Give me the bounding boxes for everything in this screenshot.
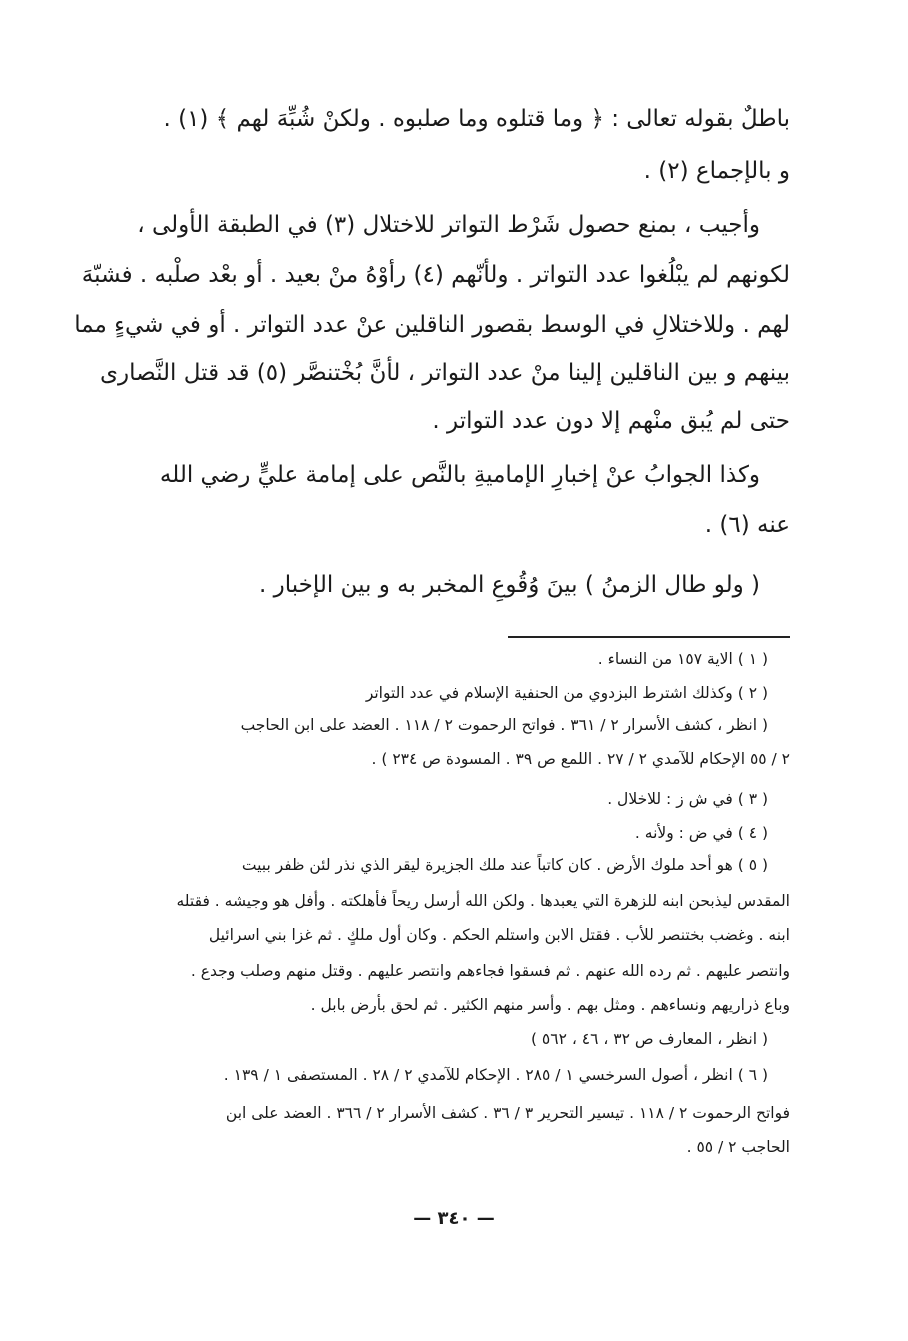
footnote-line-12: ( انظر ، المعارف ص ٣٢ ، ٤٦ ، ٥٦٢ ) xyxy=(530,1030,768,1048)
footnote-line-10: وانتصر عليهم . ثم رده الله عنهم . ثم فسقوا فجاءهم وانتصر عليهم . وقتل منهم وصلب وجدع . xyxy=(190,962,790,980)
footnote-line-4: ٢ / ٥٥ الإحكام للآمدي ٢ / ٢٧ . اللمع ص ٣٩ . المسودة ص ٢٣٤ ) . xyxy=(371,750,790,768)
body-line-5: لهم . وللاختلالِ في الوسط بقصور الناقلين عنْ عدد التواتر . أو في شيءٍ مما xyxy=(74,312,790,338)
footnote-line-2: ( ٢ ) وكذلك اشترط البزدوي من الحنفية الإسلام في عدد التواتر xyxy=(365,684,768,702)
body-line-7: حتى لم يُبق منْهم إلا دون عدد التواتر . xyxy=(432,408,790,434)
body-line-8: وكذا الجوابُ عنْ إخبارِ الإماميةِ بالنَّص على إمامة عليٍّ رضي الله xyxy=(159,462,760,488)
footnote-line-3: ( انظر ، كشف الأسرار ٢ / ٣٦١ . فواتح الرحموت ٢ / ١١٨ . العضد على ابن الحاجب xyxy=(240,716,768,734)
body-line-3: وأجيب ، بمنع حصول شَرْط التواتر للاختلال (٣) في الطبقة الأولى ، xyxy=(137,212,760,238)
footnote-line-5: ( ٣ ) في ش ز : للاخلال . xyxy=(607,790,768,808)
body-line-6: بينهم و بين الناقلين إلينا منْ عدد التواتر ، لأنَّ بُخْتنصَّر (٥) قد قتل النَّصارى xyxy=(100,360,790,386)
footnote-line-14: فواتح الرحموت ٢ / ١١٨ . تيسير التحرير ٣ / ٣٦ . كشف الأسرار ٢ / ٣٦٦ . العضد على ابن xyxy=(225,1104,790,1122)
footnote-line-6: ( ٤ ) في ض : ولأنه . xyxy=(634,824,768,842)
body-line-2: و بالإجماع (٢) . xyxy=(643,158,790,184)
body-line-4: لكونهم لم يبْلُغوا عدد التواتر . ولأنّهم (٤) رأوْهُ منْ بعيد . أو بعْد صلْبه . فشبّهَ xyxy=(81,262,790,288)
footnote-line-7: ( ٥ ) هو أحد ملوك الأرض . كان كاتباً عند ملك الجزيرة ليقر الذي نذر لئن ظفر ببيت xyxy=(241,856,768,874)
footnote-line-9: ابنه . وغضب بختنصر للأب . فقتل الابن واستلم الحكم . وكان أول ملكٍ . ثم غزا بني اسرائيل xyxy=(208,926,790,944)
body-line-10: ( ولو طال الزمنُ ) بينَ وُقُوعِ المخبر به و بين الإخبار . xyxy=(258,572,760,598)
footnote-line-1: ( ١ ) الاية ١٥٧ من النساء . xyxy=(597,650,768,668)
footnote-line-11: وباع ذراريهم ونساءهم . ومثل بهم . وأسر منهم الكثير . ثم لحق بأرض بابل . xyxy=(310,996,790,1014)
footnote-line-8: المقدس ليذبحن ابنه للزهرة التي يعبدها . ولكن الله أرسل ريحاً فأهلكته . وأفل هو وجيشه . فقتله xyxy=(176,892,790,910)
body-line-1: باطلٌ بقوله تعالى : ﴿ وما قتلوه وما صلبوه . ولكنْ شُبِّهَ لهم ﴾ (١) . xyxy=(163,106,790,132)
footnote-separator xyxy=(508,636,790,638)
footnote-line-15: الحاجب ٢ / ٥٥ . xyxy=(686,1138,790,1156)
footnote-line-13: ( ٦ ) انظر ، أصول السرخسي ١ / ٢٨٥ . الإحكام للآمدي ٢ / ٢٨ . المستصفى ١ / ١٣٩ . xyxy=(223,1066,768,1084)
body-line-9: عنه (٦) . xyxy=(704,512,790,538)
page-number: — ٣٤٠ — xyxy=(413,1208,495,1229)
